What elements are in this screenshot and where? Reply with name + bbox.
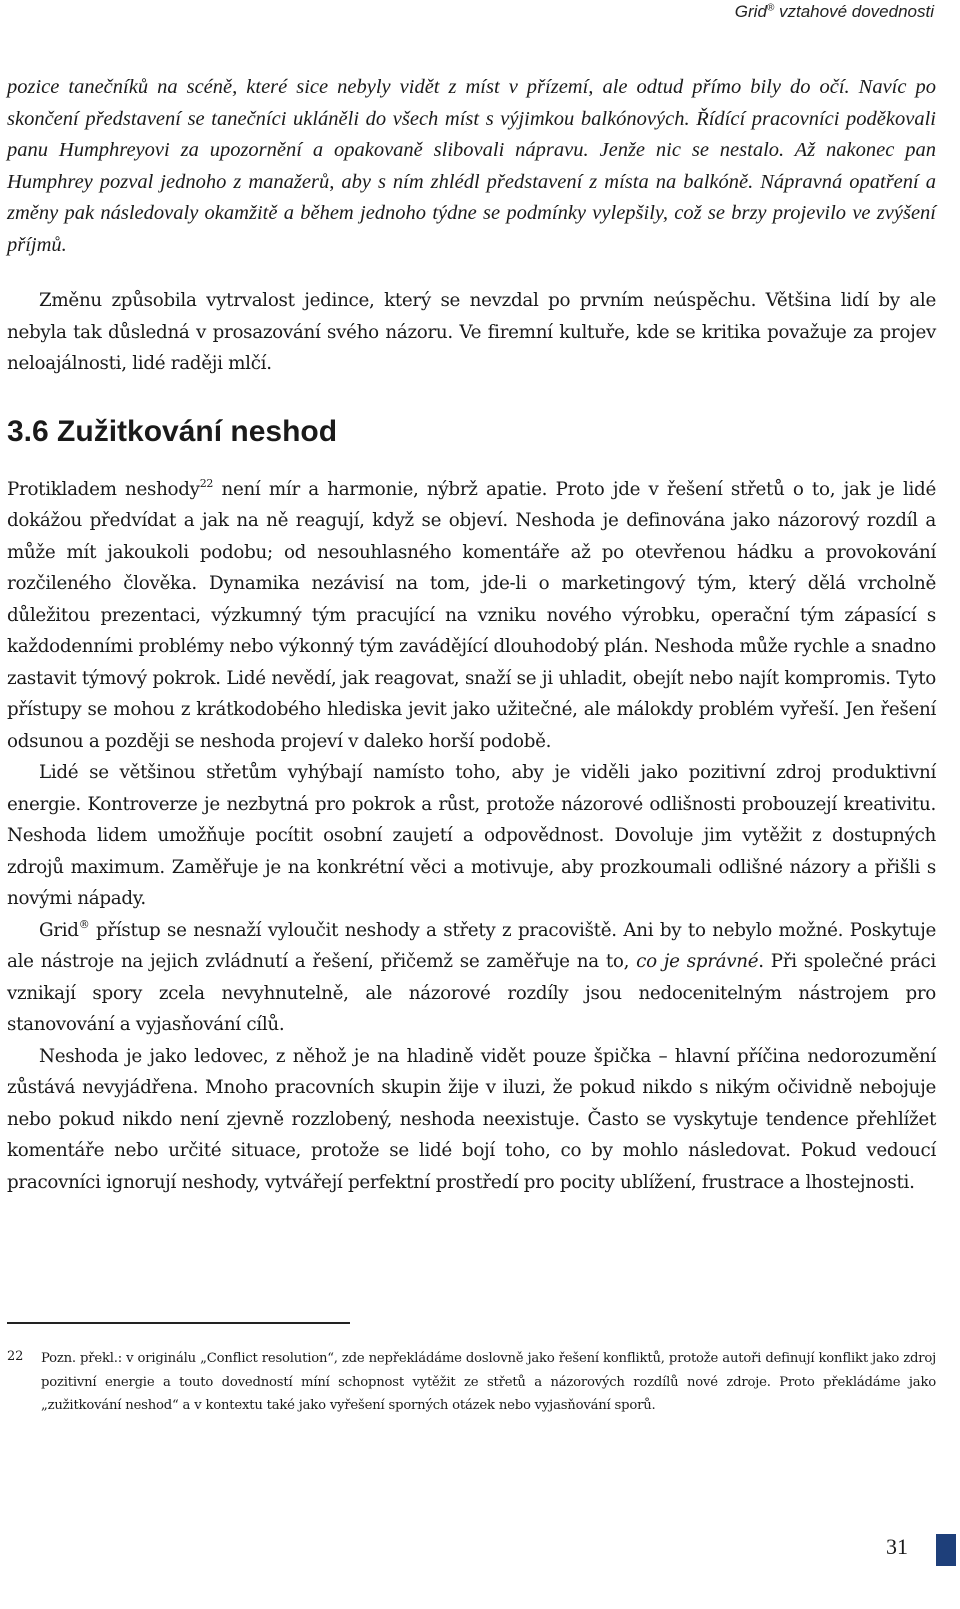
page-number: 31 xyxy=(886,1534,908,1559)
footnote-divider xyxy=(7,1322,350,1324)
p1-start: Protikladem neshody xyxy=(7,478,200,500)
section-paragraph-1 xyxy=(7,474,936,758)
p3-grid: Grid xyxy=(39,919,79,941)
p1-rest: není mír a harmonie, nýbrž apatie. Proto jde v řešení střetů o to, jak je lidé dokážou předvídat a jak na ně reagují, když se objeví. Neshoda je definována jako názorový rozdíl a může mít jakoukoli podobu; od nesouhlasného komentáře až po otevřenou hádku a provokování rozčileného člověka. Dynamika nezávisí na tom, jde-li o marketingový tým, který dělá vrcholně důležitou prezentaci, výzkumný tým pracující na vzniku nového výrobku, operační tým zápasící s každodenními problémy nebo výkonný tým zavádějící dlouhodobý plán. Neshoda může rychle a snadno zastavit týmový pokrok. Lidé nevědí, jak reagovat, snaží se ji uhladit, obejít nebo najít kompromis. Tyto přístupy se mohou z krátkodobého hlediska jevit jako užitečné, ale málokdy problém vyřeší. Jen řešení odsunou a později se neshoda projeví v daleko horší podobě. xyxy=(7,478,936,752)
header-title: Grid xyxy=(734,2,767,21)
intro-italic-paragraph: pozice tanečníků na scéně, které sice nebyly vidět z míst v přízemí, ale odtud přímo bily do očí. Navíc po skončení představení se tanečníci ukláněli do všech míst s výjimkou balkónových. Řídící pracovníci poděkovali panu Humphreyovi za upozornění a opakovaně slibovali nápravu. Jenže nic se nestalo. Až nakonec pan Humphrey pozval jednoho z manažerů, aby s ním zhlédl představení z místa na balkóně. Nápravná opatření a změny pak následovaly okamžitě a během jednoho týdne se podmínky vylepšily, což se brzy projevilo ve zvýšení příjmů. xyxy=(7,76,936,256)
page-body xyxy=(7,72,936,1198)
p3-start: přístup se nesnaží vyloučit neshody a střety z pracoviště. Ani by to nebylo možné. Poskytuje ale nástroje na jejich zvládnutí a řešení, přičemž se zaměřuje na to, xyxy=(7,919,936,972)
footnote-number: 22 xyxy=(7,1349,24,1364)
page-color-mark xyxy=(936,1534,956,1566)
footnote xyxy=(7,1347,936,1418)
footnote-text: Pozn. překl.: v originálu „Conflict resolution“, zde nepřekládáme doslovně jako řešení konfliktů, protože autoři definují konflikt jako zdroj pozitivní energie a touto dovedností míní schopnost vytěžit ze střetů a názorových rozdílů nové zdroje. Proto překládáme jako „zužitkování neshod“ a v kontextu také jako vyřešení sporných otázek nebo vyjasňování sporů. xyxy=(41,1351,936,1413)
intro-paragraph: Změnu způsobila vytrvalost jedince, který se nevzdal po prvním neúspěchu. Většina lidí by ale nebyla tak důsledná v prosazování svého názoru. Ve firemní kultuře, kde se kritika považuje za projev neloajálnosti, lidé raději mlčí. xyxy=(7,290,936,374)
registered-mark: ® xyxy=(78,917,90,931)
running-header xyxy=(735,2,934,22)
section-paragraph-4: Neshoda je jako ledovec, z něhož je na hladině vidět pouze špička – hlavní příčina nedorozumění zůstává nevyjádřena. Mnoho pracovních skupin žije v iluzi, že pokud nikdo s nikým očividně nebojuje nebo pokud nikdo není zjevně rozzlobený, neshoda neexistuje. Často se vyskytuje tendence přehlížet komentáře nebo určité situace, protože se lidé bojí toho, co by mohlo následovat. Pokud vedoucí pracovníci ignorují neshody, vytvářejí perfektní prostředí pro pocity ublížení, frustrace a lhostejnosti. xyxy=(7,1045,936,1193)
registered-mark: ® xyxy=(766,2,775,14)
section-paragraph-3 xyxy=(7,915,936,1041)
section-heading: 3.6 Zužitkování neshod xyxy=(7,414,338,448)
footnote-reference: 22 xyxy=(199,476,214,490)
p3-italic-phrase: co je správné xyxy=(636,951,759,972)
section-paragraph-2: Lidé se většinou střetům vyhýbají namísto toho, aby je viděli jako pozitivní zdroj produktivní energie. Kontroverze je nezbytná pro pokrok a růst, protože názorové odlišnosti probouzejí kreativitu. Neshoda lidem umožňuje pocítit osobní zaujetí a odpovědnost. Dovoluje jim vytěžit z dostupných zdrojů maximum. Zaměřuje je na konkrétní věci a motivuje, aby prozkoumali odlišné názory a přišli s novými nápady. xyxy=(7,762,936,909)
p3-end: . Při společné práci vznikají spory zcela nevyhnutelně, ale názorové rozdíly jsou nedocenitelným nástrojem pro stanovování a vyjasňování cílů. xyxy=(7,951,936,1035)
header-title-rest: vztahové dovednosti xyxy=(774,2,934,21)
